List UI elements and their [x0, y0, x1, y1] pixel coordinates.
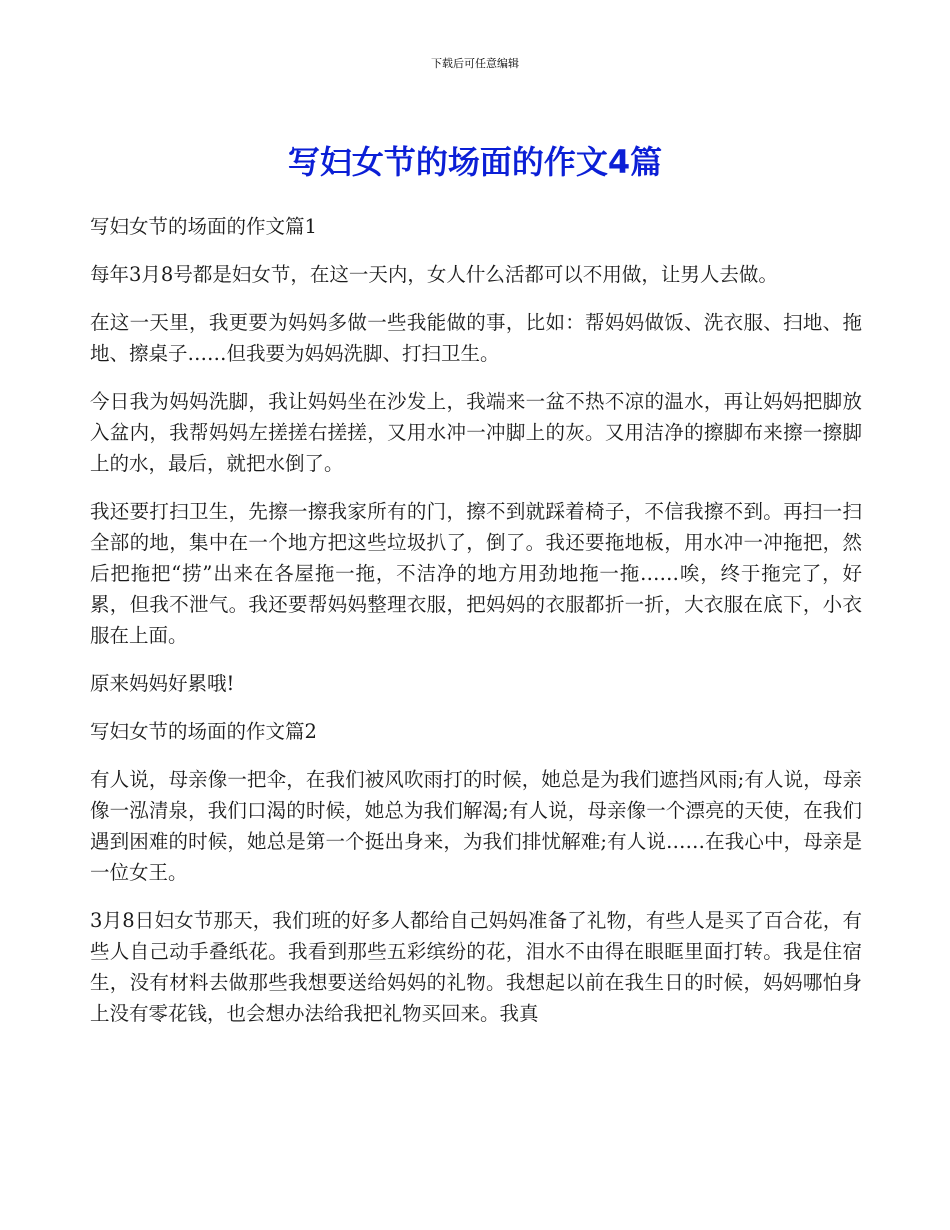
section-heading-2: 写妇女节的场面的作文篇2 [90, 720, 317, 743]
paragraph: 每年3月8号都是妇女节，在这一天内，女人什么活都可以不用做，让男人去做。 [90, 263, 778, 286]
paragraph: 今日我为妈妈洗脚，我让妈妈坐在沙发上，我端来一盆不热不凉的温水，再让妈妈把脚放入盆内，我帮妈妈左搓搓右搓搓，又用水冲一冲脚上的灰。又用洁净的擦脚布来擦一擦脚上的水，最后，就把水倒了。 [90, 390, 862, 475]
document-body [90, 211, 862, 1046]
paragraph: 原来妈妈好累哦! [90, 672, 235, 695]
paragraph: 有人说，母亲像一把伞，在我们被风吹雨打的时候，她总是为我们遮挡风雨;有人说，母亲像一泓清泉，我们口渴的时候，她总为我们解渴;有人说，母亲像一个漂亮的天使，在我们遇到困难的时候，她总是第一个挺出身来，为我们排忧解难;有人说……在我心中，母亲是一位女王。 [90, 768, 862, 884]
document-title: 写妇女节的场面的作文4篇 [287, 143, 663, 181]
paragraph: 我还要打扫卫生，先擦一擦我家所有的门，擦不到就踩着椅子，不信我擦不到。再扫一扫全部的地，集中在一个地方把这些垃圾扒了，倒了。我还要拖地板，用水冲一冲拖把，然后把拖把“捞”出来在各屋拖一拖，不洁净的地方用劲地拖一拖……唉，终于拖完了，好累，但我不泄气。我还要帮妈妈整理衣服，把妈妈的衣服都折一折，大衣服在底下，小衣服在上面。 [90, 500, 862, 647]
paragraph: 3月8日妇女节那天，我们班的好多人都给自己妈妈准备了礼物，有些人是买了百合花，有些人自己动手叠纸花。我看到那些五彩缤纷的花，泪水不由得在眼眶里面打转。我是住宿生，没有材料去做那些我想要送给妈妈的礼物。我想起以前在我生日的时候，妈妈哪怕身上没有零花钱，也会想办法给我把礼物买回来。我真 [90, 909, 862, 1025]
paragraph: 在这一天里，我更要为妈妈多做一些我能做的事，比如：帮妈妈做饭、洗衣服、扫地、拖地、擦桌子……但我要为妈妈洗脚、打扫卫生。 [90, 311, 862, 365]
section-heading-1: 写妇女节的场面的作文篇1 [90, 215, 317, 238]
header-note: 下载后可任意编辑 [431, 57, 519, 70]
